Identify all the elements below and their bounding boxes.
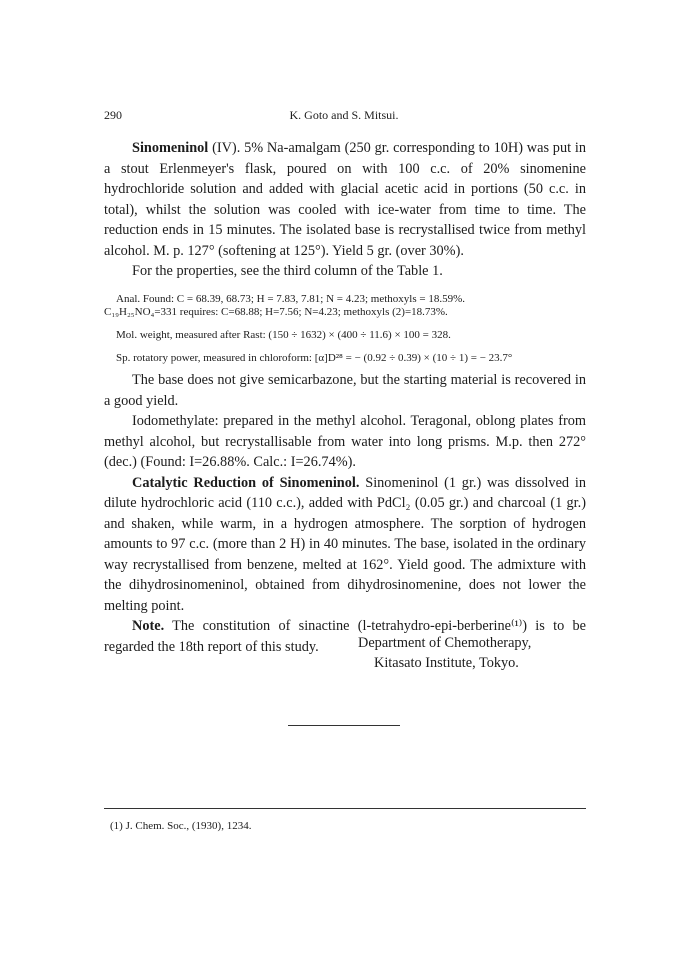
paragraph-text: The constitution of sinactine (l-tetrahydro-epi-berberine⁽¹⁾) is to be regarded the 18th report of this study. bbox=[104, 618, 586, 655]
paragraph-iodomethylate: Iodomethylate: prepared in the methyl alcohol. Teragonal, oblong plates from methyl alcohol, but recrystallisable from water into long prisms. M.p. then 272° (dec.) (Found: I=26.88%. Calc.: I=26.74%). bbox=[104, 413, 586, 470]
analysis-found: Anal. Found: C = 68.39, 68.73; H = 7.83, 7.81; N = 4.23; methoxyls = 18.59%. bbox=[116, 293, 466, 305]
paragraph-sinomeninol bbox=[104, 138, 586, 261]
address-line-2: Kitasato Institute, Tokyo. bbox=[374, 655, 519, 671]
analysis-block bbox=[104, 293, 586, 365]
body-text-2 bbox=[104, 370, 586, 657]
footnote: (1) J. Chem. Soc., (1930), 1234. bbox=[110, 820, 252, 832]
analysis-requires: C₁₉H₂₅NO₄=331 requires: C=68.88; H=7.56; N=4.23; methoxyls (2)=18.73%. bbox=[104, 306, 448, 318]
end-rule bbox=[288, 725, 400, 726]
mol-weight: Mol. weight, measured after Rast: (150 ÷ 1632) × (400 ÷ 11.6) × 100 = 328. bbox=[116, 329, 451, 341]
paragraph-catalytic-reduction bbox=[104, 473, 586, 617]
paragraph-text: Sinomeninol (1 gr.) was dissolved in dilute hydrochloric acid (110 c.c.), added with PdCl₂ (0.05 gr.) and charcoal (1 gr.) and shaken, while warm, in a hydrogen atmosphere. The sorption of hydrogen amounts to 97 c.c. (more than 2 H) in 40 minutes. The base, isolated in the ordinary way recrystallised from benzene, melted at 162°. Yield good. The admixture with the dihydrosinomeninol, obtained from dihydrosinomenine, does not lower the melting point. bbox=[104, 474, 586, 614]
body-text-1 bbox=[104, 138, 586, 282]
footnote-rule bbox=[104, 808, 586, 809]
paragraph-semicarbazone: The base does not give semicarbazone, but the starting material is recovered in a good yield. bbox=[104, 372, 586, 409]
paragraph-text: (IV). 5% Na-amalgam (250 gr. corresponding to 10H) was put in a stout Erlenmeyer's flask, poured on with 100 c.c. of 20% sinomenine hydrochloride solution and added with glacial acetic acid in portions (50 c.c. in total), whilst the solution was cooled with ice-water from time to time. The reduction ends in 15 minutes. The isolated base is recrystallised twice from methyl alcohol. M. p. 127° (softening at 125°). Yield 5 gr. (over 30%). bbox=[104, 140, 586, 259]
page-number: 290 bbox=[104, 108, 122, 122]
note-label: Note. bbox=[132, 618, 165, 634]
running-header-authors: K. Goto and S. Mitsui. bbox=[289, 108, 399, 122]
rotatory-power: Sp. rotatory power, measured in chloroform: [α]D²⁸ = − (0.92 ÷ 0.39) × (10 ÷ 1) = − 23.7° bbox=[116, 352, 513, 364]
paragraph-properties: For the properties, see the third column of the Table 1. bbox=[132, 263, 443, 279]
section-title: Catalytic Reduction of Sinomeninol. bbox=[132, 474, 360, 491]
address-line-1: Department of Chemotherapy, bbox=[358, 635, 532, 651]
compound-name: Sinomeninol bbox=[132, 140, 209, 156]
